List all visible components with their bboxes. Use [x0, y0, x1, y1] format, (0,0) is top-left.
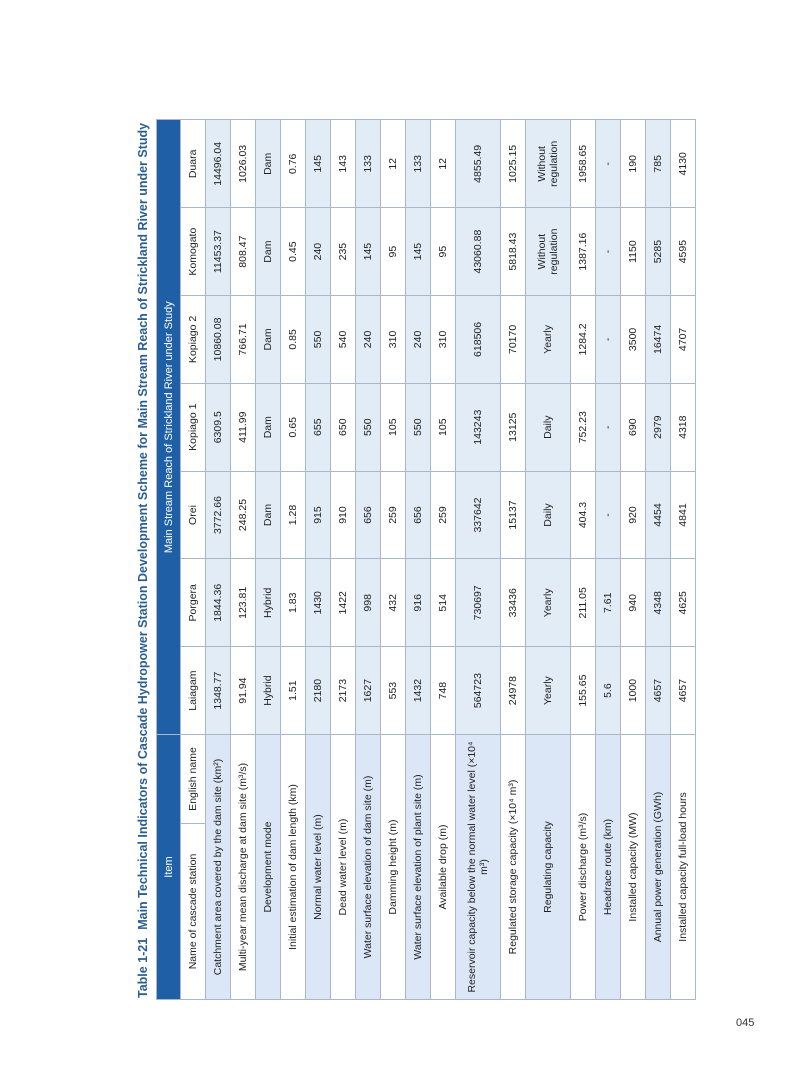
table-cell: Hybrid — [256, 559, 281, 647]
table-cell: 752.23 — [571, 383, 596, 471]
table-cell: 808.47 — [231, 208, 256, 296]
table-cell: 4625 — [671, 559, 696, 647]
table-cell: 404.3 — [571, 471, 596, 559]
table-number: Table 1-21 — [136, 937, 150, 998]
table-cell: 4855.49 — [456, 120, 501, 208]
table-cell: 550 — [406, 383, 431, 471]
table-cell: 1432 — [406, 647, 431, 735]
row-label: Regulated storage capacity (×10⁴ m³) — [501, 735, 526, 1000]
table-cell: 190 — [621, 120, 646, 208]
table-cell: 1284.2 — [571, 296, 596, 384]
table-cell: Dam — [256, 471, 281, 559]
table-cell: 5.6 — [596, 647, 621, 735]
table-cell: 553 — [381, 647, 406, 735]
table-row — [526, 120, 571, 1000]
row-label: Power discharge (m³/s) — [571, 735, 596, 1000]
row-label: Installed capacity (MW) — [621, 735, 646, 1000]
table-cell: 1422 — [331, 559, 356, 647]
table-cell: 33436 — [501, 559, 526, 647]
table-row — [381, 120, 406, 1000]
table-row — [671, 120, 696, 1000]
station-name: Kopiago 2 — [181, 296, 206, 384]
table-cell: 143 — [331, 120, 356, 208]
table-cell: 248.25 — [231, 471, 256, 559]
table-cell: 915 — [306, 471, 331, 559]
table-cell: 1025.15 — [501, 120, 526, 208]
table-cell: 235 — [331, 208, 356, 296]
table-cell: 1026.03 — [231, 120, 256, 208]
table-cell: 211.05 — [571, 559, 596, 647]
table-cell: 1348.77 — [206, 647, 231, 735]
table-cell: 4657 — [646, 647, 671, 735]
row-label: Water surface elevation of dam site (m) — [356, 735, 381, 1000]
station-name: Duara — [181, 120, 206, 208]
table-cell: - — [596, 383, 621, 471]
table-cell: 656 — [406, 471, 431, 559]
rotated-table-container — [130, 120, 690, 1000]
table-cell: 0.85 — [281, 296, 306, 384]
table-cell: Yearly — [526, 296, 571, 384]
table-cell: 259 — [431, 471, 456, 559]
table-cell: 2173 — [331, 647, 356, 735]
table-cell: - — [596, 296, 621, 384]
table-row — [406, 120, 431, 1000]
table-cell: 133 — [356, 120, 381, 208]
table-cell: 7.61 — [596, 559, 621, 647]
table-cell: 785 — [646, 120, 671, 208]
table-cell: 95 — [431, 208, 456, 296]
table-row — [356, 120, 381, 1000]
table-cell: 0.65 — [281, 383, 306, 471]
table-cell: 70170 — [501, 296, 526, 384]
table-cell: 1387.16 — [571, 208, 596, 296]
table-cell: 6309.5 — [206, 383, 231, 471]
table-cell: 998 — [356, 559, 381, 647]
table-cell: 550 — [306, 296, 331, 384]
table-cell: 1000 — [621, 647, 646, 735]
table-cell: 1.83 — [281, 559, 306, 647]
table-cell: 12 — [381, 120, 406, 208]
table-row — [621, 120, 646, 1000]
row-label: Development mode — [256, 735, 281, 1000]
table-cell: 0.76 — [281, 120, 306, 208]
table-row — [206, 120, 231, 1000]
table-cell: 13125 — [501, 383, 526, 471]
row-label: Multi-year mean discharge at dam site (m³/s) — [231, 735, 256, 1000]
row-label: Damming height (m) — [381, 735, 406, 1000]
table-cell: 15137 — [501, 471, 526, 559]
table-cell: 514 — [431, 559, 456, 647]
table-cell: 550 — [356, 383, 381, 471]
row-label: Water surface elevation of plant site (m) — [406, 735, 431, 1000]
table-cell: 11453.37 — [206, 208, 231, 296]
table-caption — [130, 120, 156, 1000]
station-name: Porgera — [181, 559, 206, 647]
page-number: 045 — [736, 1017, 755, 1029]
row-label: Normal water level (m) — [306, 735, 331, 1000]
table-cell: 4841 — [671, 471, 696, 559]
row-label: Dead water level (m) — [331, 735, 356, 1000]
table-cell: Dam — [256, 383, 281, 471]
row-label: Initial estimation of dam length (km) — [281, 735, 306, 1000]
table-cell: Without regulation — [526, 208, 571, 296]
table-title: Main Technical Indicators of Cascade Hydropower Station Development Scheme for Main Stream Reach of Strickland River under Study — [136, 122, 150, 930]
table-cell: 4348 — [646, 559, 671, 647]
table-cell: 43060.88 — [456, 208, 501, 296]
group-header: Main Stream Reach of Strickland River under Study — [157, 120, 181, 735]
table-cell: 310 — [431, 296, 456, 384]
table-cell: 1958.65 — [571, 120, 596, 208]
table-row — [596, 120, 621, 1000]
table-cell: 1627 — [356, 647, 381, 735]
table-cell: 0.45 — [281, 208, 306, 296]
english-label: English name — [187, 747, 199, 811]
row-label: Headrace route (km) — [596, 735, 621, 1000]
table-cell: 12 — [431, 120, 456, 208]
table-cell: 145 — [306, 120, 331, 208]
table-cell: 1430 — [306, 559, 331, 647]
station-name: Orei — [181, 471, 206, 559]
table-cell: 1844.36 — [206, 559, 231, 647]
table-cell: 155.65 — [571, 647, 596, 735]
table-cell: 920 — [621, 471, 646, 559]
table-row — [646, 120, 671, 1000]
station-name: Komogato — [181, 208, 206, 296]
table-row — [231, 120, 256, 1000]
table-cell: Dam — [256, 296, 281, 384]
table-cell: 143243 — [456, 383, 501, 471]
table-cell: 133 — [406, 120, 431, 208]
table-cell: 910 — [331, 471, 356, 559]
table-cell: 240 — [406, 296, 431, 384]
table-cell: 940 — [621, 559, 646, 647]
table-cell: 1150 — [621, 208, 646, 296]
table-cell: 95 — [381, 208, 406, 296]
table-cell: 618506 — [456, 296, 501, 384]
table-cell: 1.28 — [281, 471, 306, 559]
table-cell: 656 — [356, 471, 381, 559]
table-cell: Daily — [526, 471, 571, 559]
table-cell: 3772.66 — [206, 471, 231, 559]
table-cell: 411.99 — [231, 383, 256, 471]
table-cell: 105 — [381, 383, 406, 471]
table-cell: 145 — [406, 208, 431, 296]
table-row — [281, 120, 306, 1000]
table-cell: 240 — [356, 296, 381, 384]
station-name: Laiagam — [181, 647, 206, 735]
station-name: Kopiago 1 — [181, 383, 206, 471]
table-row — [331, 120, 356, 1000]
table-cell: 4707 — [671, 296, 696, 384]
table-cell: Daily — [526, 383, 571, 471]
row-label: Regulating capacity — [526, 735, 571, 1000]
table-cell: 650 — [331, 383, 356, 471]
table-cell: - — [596, 208, 621, 296]
table-cell: 5285 — [646, 208, 671, 296]
table-cell: 4454 — [646, 471, 671, 559]
table-cell: 145 — [356, 208, 381, 296]
table-cell: 4318 — [671, 383, 696, 471]
table-row — [501, 120, 526, 1000]
table-row — [456, 120, 501, 1000]
table-row — [256, 120, 281, 1000]
table-cell: Without regulation — [526, 120, 571, 208]
row-label: Reservoir capacity below the normal water level (×10⁴ m³) — [456, 735, 501, 1000]
table-cell: 105 — [431, 383, 456, 471]
row-label: Annual power generation (GWh) — [646, 735, 671, 1000]
row-label: Available drop (m) — [431, 735, 456, 1000]
item-header: Item — [157, 735, 181, 1000]
table-cell: 432 — [381, 559, 406, 647]
table-cell: Dam — [256, 120, 281, 208]
table-cell: 690 — [621, 383, 646, 471]
table-cell: Yearly — [526, 559, 571, 647]
table-row — [571, 120, 596, 1000]
table-cell: 2180 — [306, 647, 331, 735]
table-cell: 766.71 — [231, 296, 256, 384]
table-cell: - — [596, 120, 621, 208]
table-cell: 16474 — [646, 296, 671, 384]
row-label: Catchment area covered by the dam site (km²) — [206, 735, 231, 1000]
table-cell: 655 — [306, 383, 331, 471]
table-cell: 337642 — [456, 471, 501, 559]
table-cell: 3500 — [621, 296, 646, 384]
table-cell: 4130 — [671, 120, 696, 208]
table-cell: 2979 — [646, 383, 671, 471]
table-cell: 240 — [306, 208, 331, 296]
table-cell: 123.81 — [231, 559, 256, 647]
table-cell: 916 — [406, 559, 431, 647]
table-cell: 91.94 — [231, 647, 256, 735]
name-label: Name of cascade station — [181, 823, 205, 999]
table-cell: - — [596, 471, 621, 559]
table-cell: 564723 — [456, 647, 501, 735]
table-cell: Yearly — [526, 647, 571, 735]
table-cell: Hybrid — [256, 647, 281, 735]
table-row — [181, 120, 206, 1000]
indicators-table — [156, 119, 696, 1000]
table-cell: 14496.04 — [206, 120, 231, 208]
table-cell: 24978 — [501, 647, 526, 735]
table-cell: 310 — [381, 296, 406, 384]
table-row — [431, 120, 456, 1000]
table-cell: 259 — [381, 471, 406, 559]
table-cell: 730697 — [456, 559, 501, 647]
table-cell: 5818.43 — [501, 208, 526, 296]
row-label: Installed capacity full-load hours — [671, 735, 696, 1000]
table-cell: 540 — [331, 296, 356, 384]
table-cell: Dam — [256, 208, 281, 296]
table-cell: 4657 — [671, 647, 696, 735]
table-cell: 4595 — [671, 208, 696, 296]
table-cell: 10860.08 — [206, 296, 231, 384]
table-cell: 748 — [431, 647, 456, 735]
table-cell: 1.51 — [281, 647, 306, 735]
table-row — [306, 120, 331, 1000]
